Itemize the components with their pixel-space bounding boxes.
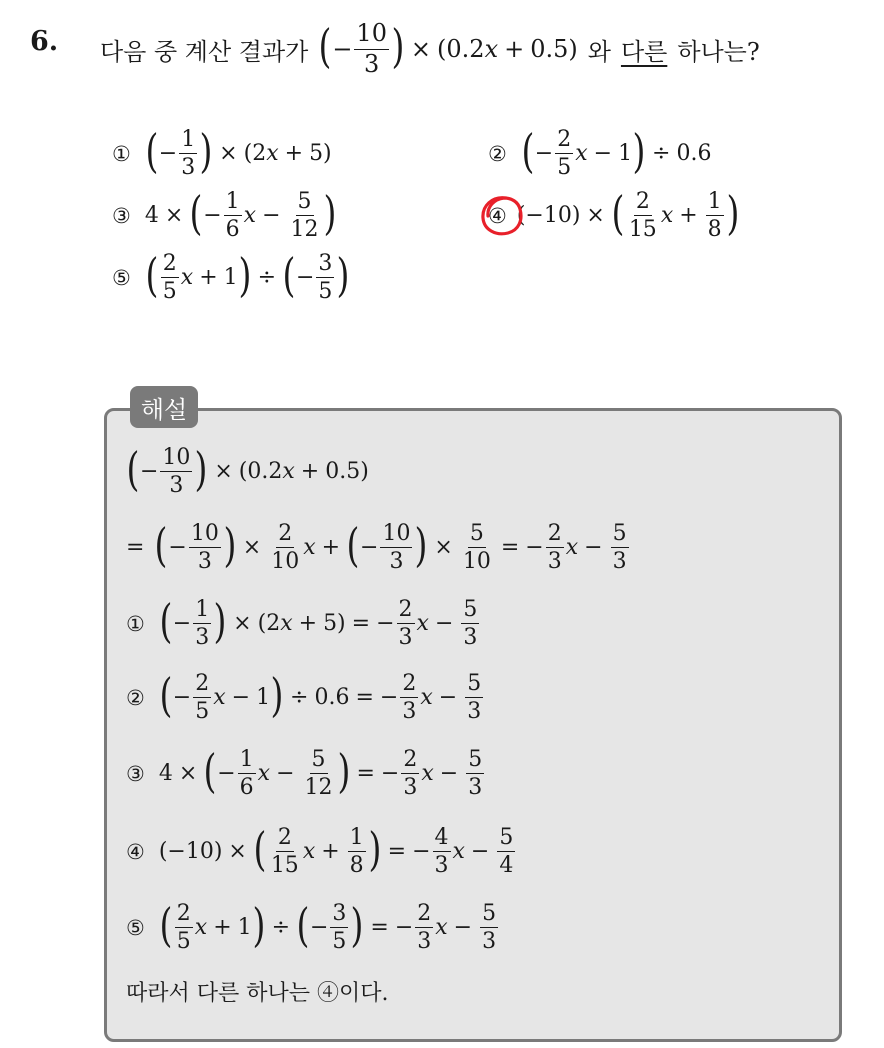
choice-4: ④ (−10) × ( $\frac{2}{15}$ x + $\frac{1}{8}$ ) bbox=[488, 185, 740, 243]
choice-marker: ⑤ bbox=[112, 265, 131, 290]
expr-fraction: $\frac{10}{3}$ bbox=[356, 19, 387, 78]
question-stem: 다음 중 계산 결과가 ( − $\frac{10}{3}$ ) × (0.2 x + 0.5) 와 다른 하나는? bbox=[100, 19, 760, 78]
underlined-word: 다른 bbox=[620, 37, 668, 66]
choice-marker: ④ bbox=[488, 203, 507, 228]
answer-circle-mark bbox=[478, 194, 524, 238]
solution-line-2: = ( − $\frac{10}{3}$ ) × $\frac{2}{10}$ x + ( − $\frac{10}{3}$ ) × $\frac{5}{10}$ = − $\frac{2}{3}$ x − $\frac{5}{3}$ bbox=[126, 517, 627, 575]
solution-line-4: ② ( − $\frac{2}{5}$ x − 1 ) ÷ 0.6 = − $\frac{2}{3}$ x − $\frac{5}{3}$ bbox=[126, 667, 482, 725]
choice-marker: ① bbox=[112, 141, 131, 166]
solution-line-1: ( − $\frac{10}{3}$ ) × (0.2 x + 0.5) bbox=[126, 441, 369, 499]
choice-2: ② ( − $\frac{2}{5}$ x − 1 ) ÷ 0.6 bbox=[488, 123, 712, 181]
question-suffix: 하나는? bbox=[677, 37, 760, 66]
choice-marker: ② bbox=[488, 141, 507, 166]
question-number: 6. bbox=[30, 26, 59, 57]
solution-tab: 해설 bbox=[130, 386, 198, 428]
question-connector: 와 bbox=[587, 37, 611, 66]
solution-line-3: ① ( − $\frac{1}{3}$ ) × (2 x + 5) = − $\frac{2}{3}$ x − $\frac{5}{3}$ bbox=[126, 593, 478, 651]
choice-marker: ③ bbox=[112, 203, 131, 228]
choice-5: ⑤ ( $\frac{2}{5}$ x + 1 ) ÷ ( − $\frac{3}{5}$ ) bbox=[112, 247, 350, 305]
solution-conclusion: 따라서 다른 하나는 ④이다. bbox=[126, 981, 389, 1006]
solution-line-7: ⑤ ( $\frac{2}{5}$ x + 1 ) ÷ ( − $\frac{3}{5}$ ) = − $\frac{2}{3}$ x − $\frac{5}{3}$ bbox=[126, 897, 497, 955]
choice-1: ① ( − $\frac{1}{3}$ ) × (2 x + 5) bbox=[112, 123, 332, 181]
choice-3: ③ 4 × ( − $\frac{1}{6}$ x − $\frac{5}{12}$ ) bbox=[112, 185, 336, 243]
question-prefix: 다음 중 계산 결과가 bbox=[100, 37, 309, 66]
solution-line-5: ③ 4 × ( − $\frac{1}{6}$ x − $\frac{5}{12}$ ) = − $\frac{2}{3}$ x − $\frac{5}{3}$ bbox=[126, 743, 483, 801]
solution-line-6: ④ (−10) × ( $\frac{2}{15}$ x + $\frac{1}{8}$ ) = − $\frac{4}{3}$ x − $\frac{5}{4}$ bbox=[126, 821, 514, 879]
